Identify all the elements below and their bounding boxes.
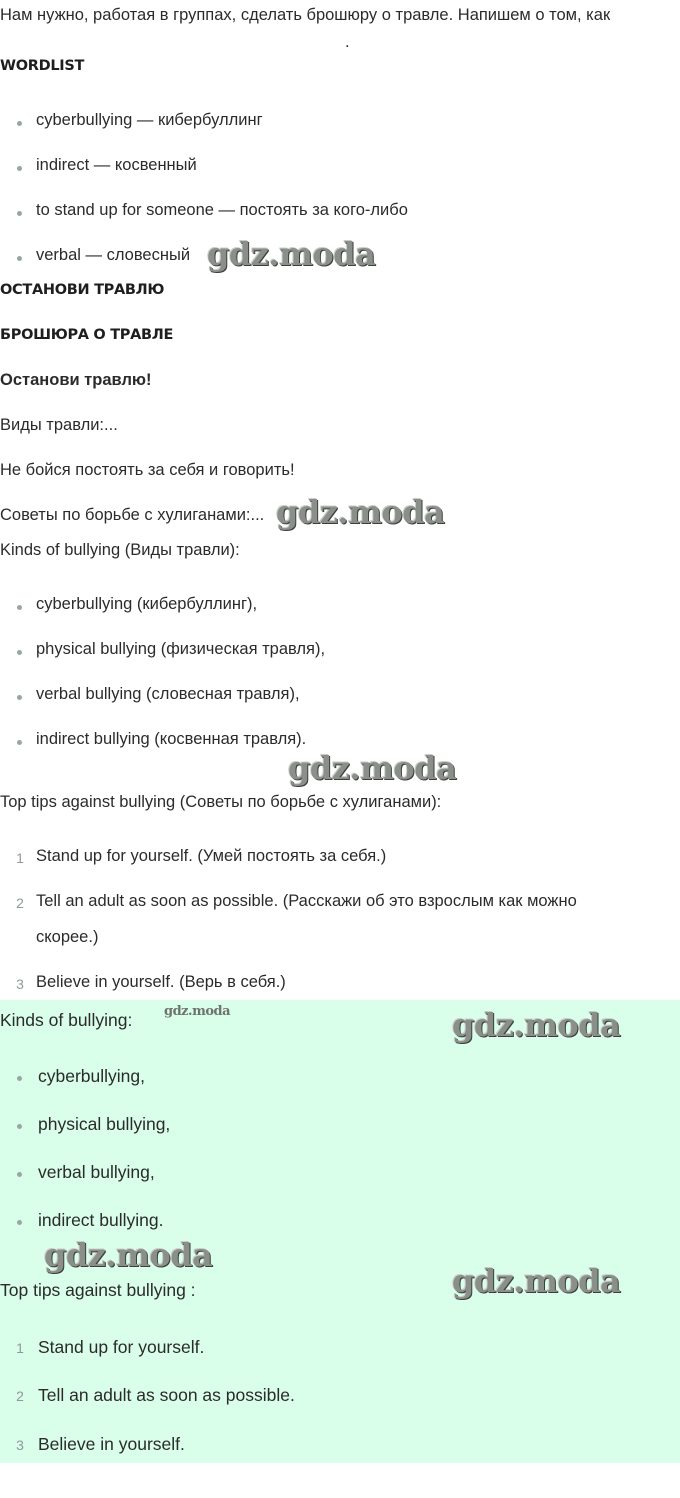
bullet-icon [17, 121, 22, 126]
list-item: to stand up for someone — постоять за кого-либо [36, 201, 408, 219]
list-item: Believe in yourself. (Верь в себя.) [36, 973, 286, 991]
section-heading: БРОШЮРА О ТРАВЛЕ [0, 327, 174, 343]
list-number: 2 [16, 895, 24, 911]
tips-title: Top tips against bullying (Советы по борьбе с хулиганами): [0, 793, 442, 811]
list-item: Stand up for yourself. (Умей постоять за себя.) [36, 847, 387, 865]
paragraph: Виды травли:... [0, 416, 118, 434]
list-item: Believe in yourself. [38, 1434, 185, 1454]
watermark-logo: gdz.moda [44, 1236, 213, 1274]
list-item: physical bullying (физическая травля), [36, 640, 326, 658]
kinds-title: Kinds of bullying: [0, 1010, 133, 1030]
bullet-icon [17, 1172, 22, 1177]
list-item: Tell an adult as soon as possible. (Расскажи об это взрослым как можно [36, 892, 577, 910]
list-number: 3 [16, 976, 24, 992]
list-number: 1 [16, 850, 24, 866]
bullet-icon [17, 740, 22, 745]
list-item: indirect — косвенный [36, 156, 197, 174]
list-item: cyberbullying, [38, 1066, 145, 1086]
bullet-icon [17, 650, 22, 655]
bullet-icon [17, 1220, 22, 1225]
list-item: indirect bullying (косвенная травля). [36, 730, 307, 748]
watermark-logo: gdz.moda [276, 493, 445, 531]
list-item-continuation: скорее.) [36, 928, 99, 946]
list-item: cyberbullying — кибербуллинг [36, 111, 263, 129]
watermark-logo: gdz.moda [288, 749, 457, 787]
bullet-icon [17, 1124, 22, 1129]
answer-box [0, 1000, 680, 1463]
intro-line: Нам нужно, работая в группах, сделать брошюру о травле. Напишем о том, как [0, 6, 611, 24]
list-item: verbal bullying, [38, 1162, 155, 1182]
brochure-title: Останови травлю! [0, 371, 152, 389]
bullet-icon [17, 211, 22, 216]
list-item: verbal — словесный [36, 246, 191, 264]
watermark-logo: gdz.moda [452, 1262, 621, 1300]
wordlist-heading: WORDLIST [0, 58, 85, 74]
list-item: indirect bullying. [38, 1210, 164, 1230]
watermark-logo: gdz.moda [207, 235, 376, 273]
watermark-logo: gdz.moda [452, 1006, 621, 1044]
bullet-icon [17, 1076, 22, 1081]
bullet-icon [17, 256, 22, 261]
list-item: verbal bullying (словесная травля), [36, 685, 300, 703]
bullet-icon [17, 166, 22, 171]
list-item: physical bullying, [38, 1114, 171, 1134]
list-number: 2 [16, 1388, 24, 1404]
paragraph: Не бойся постоять за себя и говорить! [0, 461, 295, 479]
watermark-logo: gdz.moda [164, 1004, 231, 1019]
list-item: Tell an adult as soon as possible. [38, 1385, 295, 1405]
section-heading: ОСТАНОВИ ТРАВЛЮ [0, 282, 165, 298]
paragraph: Советы по борьбе с хулиганами:... [0, 506, 265, 524]
intro-dot: . [345, 33, 350, 51]
bullet-icon [17, 605, 22, 610]
kinds-title: Kinds of bullying (Виды травли): [0, 541, 240, 559]
list-item: cyberbullying (кибербуллинг), [36, 595, 258, 613]
bullet-icon [17, 695, 22, 700]
list-item: Stand up for yourself. [38, 1337, 205, 1357]
list-number: 1 [16, 1340, 24, 1356]
tips-title: Top tips against bullying : [0, 1280, 196, 1300]
list-number: 3 [16, 1437, 24, 1453]
